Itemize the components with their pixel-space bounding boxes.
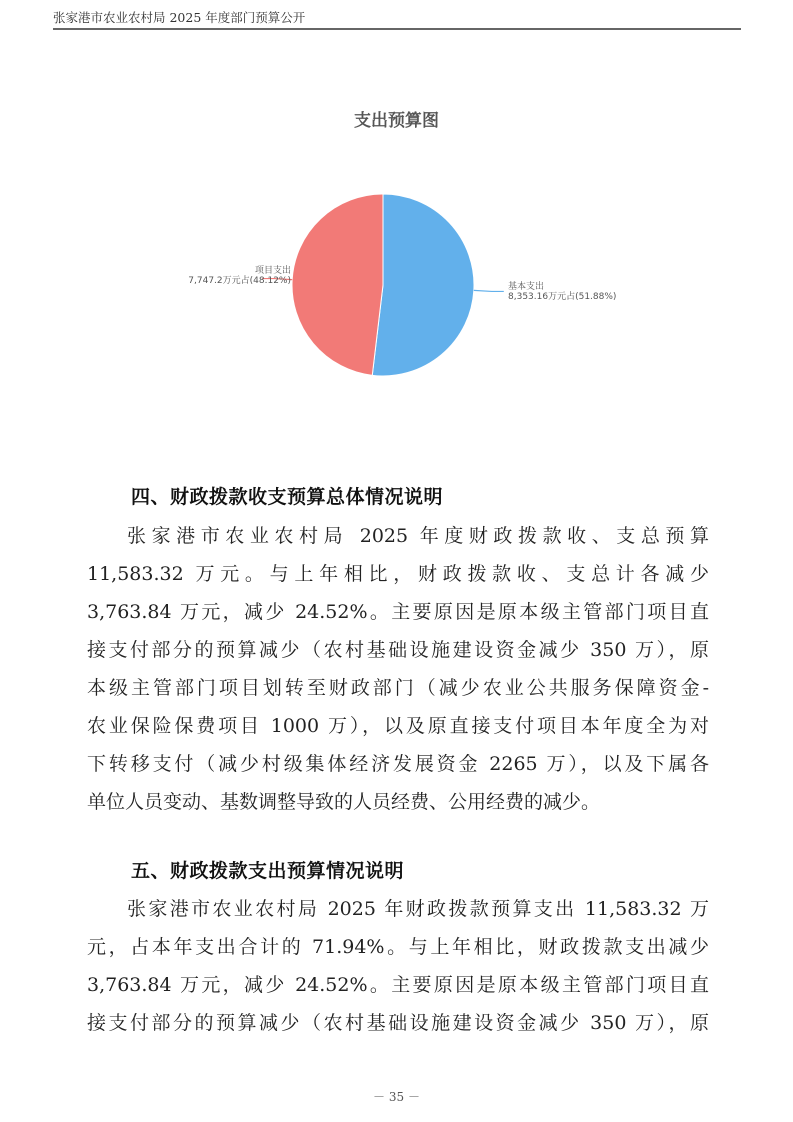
pie-label-value: 7,747.2万元占(48.12%) bbox=[188, 276, 291, 286]
text-line: 本级主管部门项目划转至财政部门（减少农业公共服务保障资金- bbox=[87, 677, 709, 699]
pie-label-basic-expense bbox=[508, 282, 616, 302]
text-line: 11,583.32 万元。与上年相比，财政拨款收、支总计各减少 bbox=[87, 563, 709, 585]
pie-slice-project-expense bbox=[292, 194, 383, 375]
text-line: 3,763.84 万元，减少 24.52%。主要原因是原本级主管部门项目直 bbox=[87, 601, 709, 623]
section-4-body bbox=[87, 517, 709, 821]
text-line: 张家港市农业农村局 2025 年度财政拨款收、支总预算 bbox=[127, 525, 709, 547]
text-line: 接支付部分的预算减少（农村基础设施建设资金减少 350 万），原 bbox=[87, 1012, 709, 1034]
pie-label-project-expense bbox=[188, 266, 291, 286]
pie-label-name: 基本支出 bbox=[508, 282, 545, 292]
text-line: 张家港市农业农村局 2025 年财政拨款预算支出 11,583.32 万 bbox=[127, 898, 709, 920]
text-line: 农业保险保费项目 1000 万），以及原直接支付项目本年度全为对 bbox=[87, 715, 709, 737]
pie-label-value: 8,353.16万元占(51.88%) bbox=[508, 292, 617, 302]
section-4-heading: 四、财政拨款收支预算总体情况说明 bbox=[131, 486, 444, 508]
text-line: 元，占本年支出合计的 71.94%。与上年相比，财政拨款支出减少 bbox=[87, 936, 709, 958]
header-title: 张家港市农业农村局 2025 年度部门预算公开 bbox=[53, 10, 306, 25]
section-5-body bbox=[87, 890, 709, 1042]
pie-chart bbox=[0, 0, 793, 420]
pie-slice-basic-expense bbox=[372, 194, 474, 376]
text-line: 下转移支付（减少村级集体经济发展资金 2265 万），以及下属各 bbox=[87, 753, 709, 775]
pie-leader-line bbox=[474, 290, 504, 291]
page-number: － 35 － bbox=[373, 1090, 420, 1104]
text-line: 单位人员变动、基数调整导致的人员经费、公用经费的减少。 bbox=[87, 791, 601, 813]
text-line: 3,763.84 万元，减少 24.52%。主要原因是原本级主管部门项目直 bbox=[87, 974, 709, 996]
pie-label-name: 项目支出 bbox=[254, 266, 291, 276]
section-5-heading: 五、财政拨款支出预算情况说明 bbox=[131, 860, 405, 882]
text-line: 接支付部分的预算减少（农村基础设施建设资金减少 350 万），原 bbox=[87, 639, 709, 661]
chart-title: 支出预算图 bbox=[354, 111, 439, 131]
